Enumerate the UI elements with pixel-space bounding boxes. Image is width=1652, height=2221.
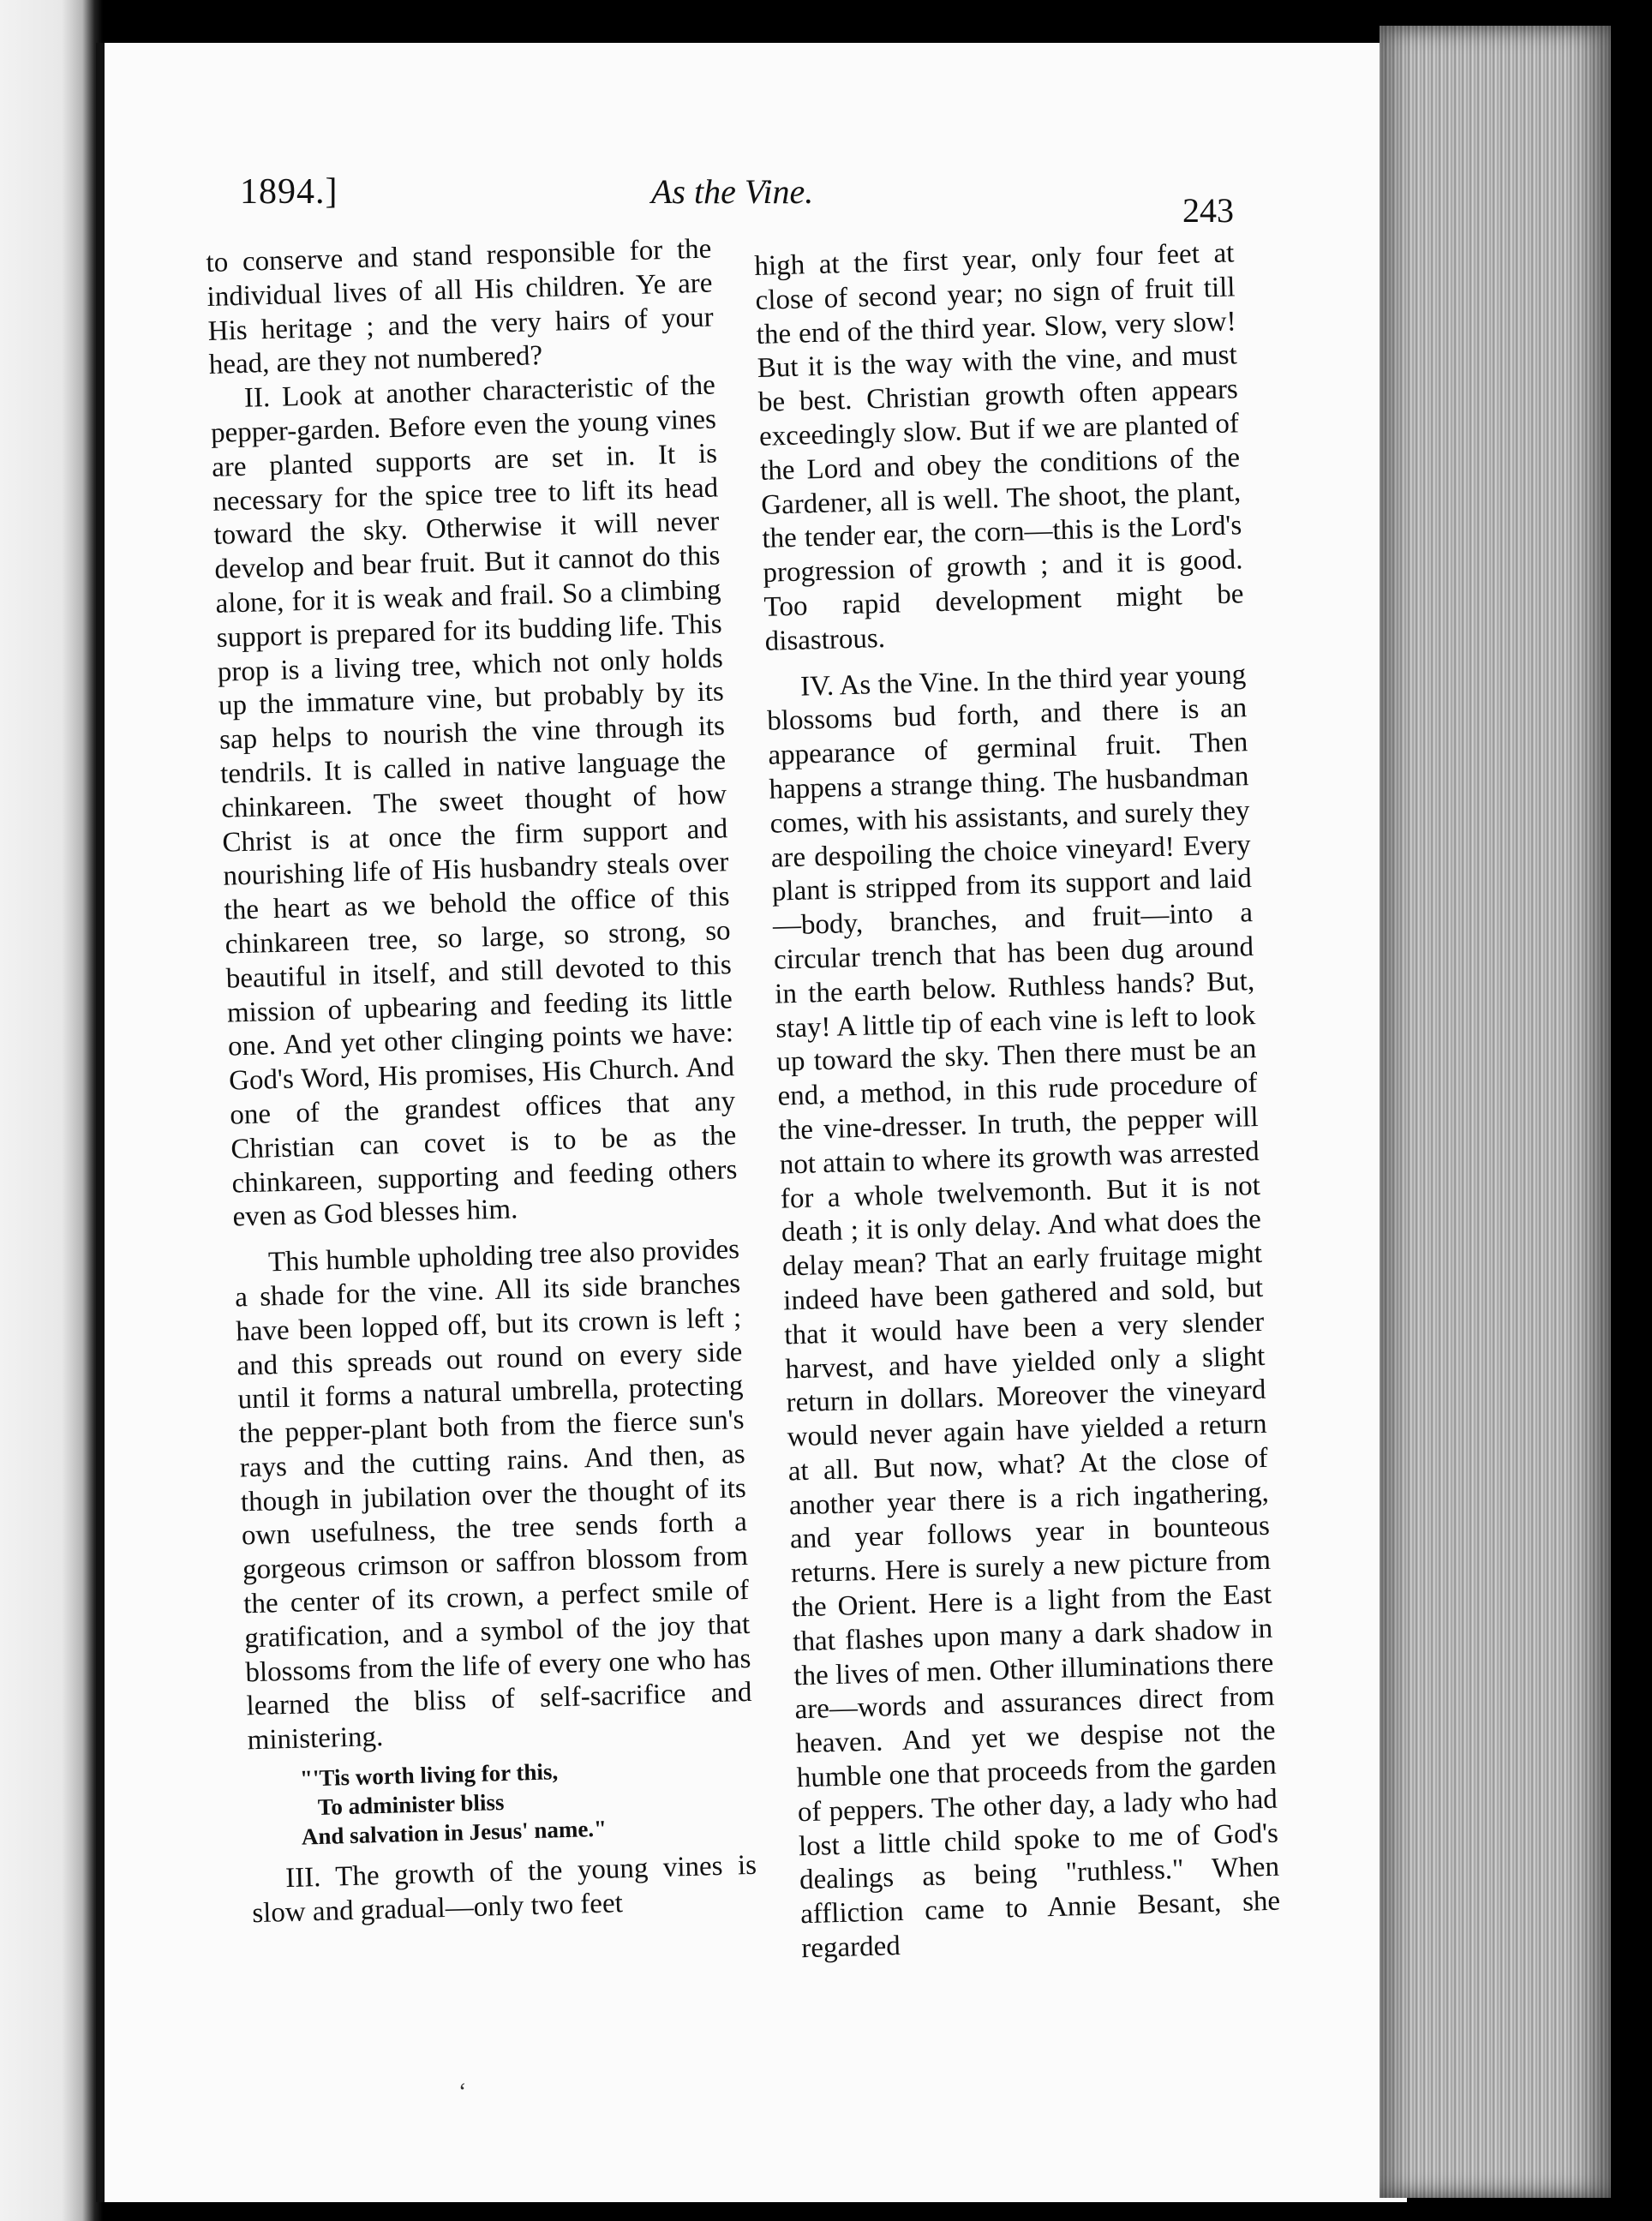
right-paragraph-1: high at the first year, only four feet at close of second year; no sign of fruit till the end of the third year. Slow, very slow! But it is the way with the vine, and must be best. Christian growth often appears exceedingly slow. But if we are planted of the Lord and obey the conditions of the Gardener, all is well. The shoot, the plant, the tender ear, the corn—this is the Lord's progression of growth ; and it is good. Too rapid development might be disastrous. bbox=[754, 237, 1244, 657]
left-paragraph-4: III. The growth of the young vines is slow and gradual—only two feet bbox=[251, 1849, 757, 1930]
header-title: As the Vine. bbox=[651, 172, 814, 211]
header-year: 1894.] bbox=[240, 172, 338, 212]
poem-quote bbox=[299, 1751, 756, 1852]
running-header bbox=[240, 163, 1234, 230]
left-paragraph-3: This humble upholding tree also provides a shade for the vine. All its side branches have been lopped off, but its crown is left ; and this spreads out round on every side until it forms a natural umbrella, protecting the pepper-plant both from the fierce sun's rays and the cutting rains. And then, as though in jubilation over the thought of its own usefulness, the tree sends forth a gorgeous crimson or saffron blossom from the center of its crown, a perfect smile of gratification, and a symbol of the joy that blossoms from the life of every one who has learned the bliss of self-sacrifice and ministering. bbox=[234, 1234, 752, 1757]
right-column bbox=[754, 236, 1282, 1967]
page-number: 243 bbox=[1182, 191, 1234, 230]
left-paragraph-2: II. Look at another characteristic of the pepper-garden. Before even the young vines are planted supports are set in. It is necessary for the spice tree to lift its head toward the sky. Otherwise it will never develop and bear fruit. But it cannot do this alone, for it is weak and frail. So a climbing support is prepared for its budding life. This prop is a living tree, which not only holds up the immature vine, but probably by its sap helps to nourish the vine through its tendrils. It is called in native language the chinkareen. The sweet thought of how Christ is at once the firm support and nourishing life of His husbandry steals over the heart as we behold the office of this chinkareen tree, so large, so strong, so beautiful in itself, and still devoted to this mission of upbearing and feeding its little one. And yet other clinging points we have: God's Word, His promises, His Church. And one of the grandest offices that any Christian can covet is to be as the chinkareen, supporting and feeding others even as God blesses him. bbox=[210, 369, 738, 1233]
stray-ink-mark: ‘ bbox=[458, 2079, 467, 2105]
left-column bbox=[206, 233, 758, 1931]
poem-line-1: "'Tis worth living for this, bbox=[299, 1758, 559, 1792]
previous-page-edge bbox=[0, 0, 103, 2221]
left-paragraph-1: to conserve and stand responsible for the individual lives of all His children. Ye are His heritage ; and the very hairs of your head, are they not numbered? bbox=[206, 233, 715, 381]
poem-line-2: To administer bliss bbox=[317, 1789, 505, 1821]
poem-line-3: And salvation in Jesus' name." bbox=[301, 1815, 608, 1850]
book-page-edges bbox=[1380, 26, 1611, 2198]
right-paragraph-2: IV. As the Vine. In the third year young blossoms bud forth, and there is an appearance of germinal fruit. Then happens a strange thing. The husbandman comes, with his assistants, and surely they are despoiling the choice vineyard! Every plant is stripped from its support and laid—body, branches, and fruit—into a circular trench that has been dug around in the earth below. Ruthless hands? But, stay! A little tip of each vine is left to look up toward the sky. Then there must be an end, a method, in this rude procedure of the vine-dresser. In truth, the pepper will not attain to where its growth was arrested for a whole twelvemonth. But it is not death ; it is only delay. And what does the delay mean? That an early fruitage might indeed have been gathered and sold, but that it would have been a very slender harvest, and have yielded only a slight return in dollars. Moreover the vineyard would never again have yielded a return at all. But now, what? At the close of another year there is a rich ingathering, and year follows year in bounteous returns. Here is surely a new picture from the Orient. Here is a light from the East that flashes upon many a dark shadow in the lives of men. Other illuminations there are—words and assurances direct from heaven. And yet we despise not the humble one that proceeds from the garden of peppers. The other day, a lady who had lost a little child spoke to me of God's dealings as being "ruthless." When affliction came to Annie Besant, she regarded bbox=[766, 658, 1281, 1965]
